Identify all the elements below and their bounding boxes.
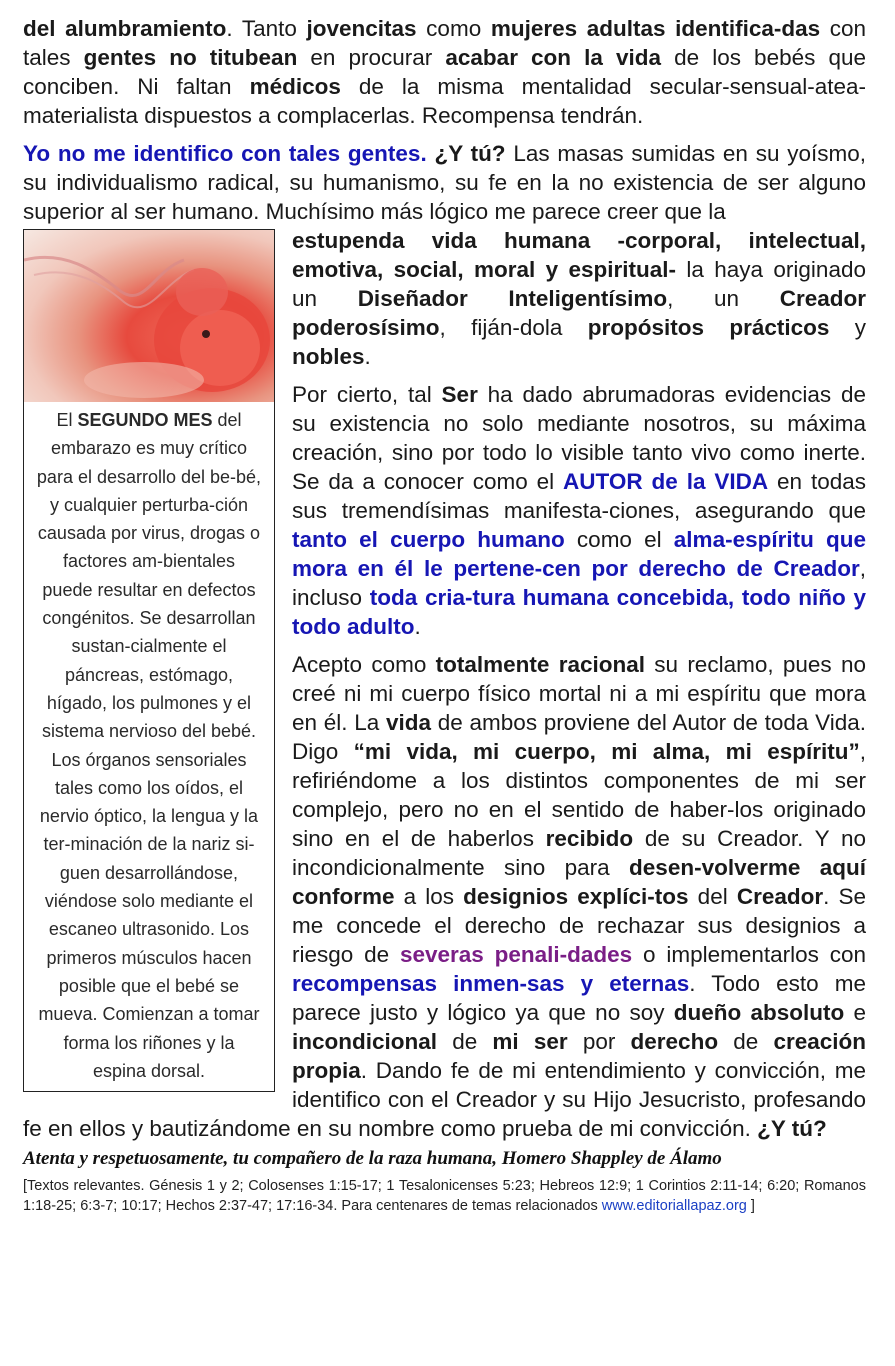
strong-text: del alumbramiento [23,16,227,41]
references: [Textos relevantes. Génesis 1 y 2; Colosenses 1:15-17; 1 Tesalonicenses 5:23; Hebreos 12:9; 1 Corintios 2:11-14; 6:20; Romanos 1:18-25; 6:3-7; 10:17; Hechos 2:37-47; 17:16-34. Para centenares de temas relacionados www.editoriallapaz.org ] [23,1178,866,1214]
strong-text: creación propia [292,1029,867,1083]
strong-text: mi ser [492,1029,568,1054]
strong-text: estupenda vida humana -corporal, intelectual, emotiva, social, moral y espiritual- [292,228,866,282]
strong-text: “mi vida, mi cuerpo, mi alma, mi espíritu” [353,739,860,764]
strong-text: totalmente racional [435,652,645,677]
paragraph-3: Por cierto, tal Ser ha dado abrumadoras evidencias de su existencia no solo mediante nosotros, su máxima creación, sino por todo lo visible tanto vivo como inerte. Se da a conocer como el AUTOR de la VIDA en todas sus tremendísimas manifesta-ciones, asegurando que tanto el cuerpo humano como el alma-espíritu que mora en él le pertene-cen por derecho de Creador, incluso toda cria-tura humana concebida, todo niño y todo adulto. [292,382,867,639]
strong-text: designios explíci-tos [463,884,689,909]
paragraph-2 [23,139,866,226]
blue-highlight: alma-espíritu que mora en él le pertene-cen por derecho de Creador [292,527,867,581]
strong-text: nobles [292,344,365,369]
paragraph-4: Acepto como totalmente racional su reclamo, pues no creé ni mi cuerpo físico mortal ni a mi espíritu que mora en él. La vida de ambos proviene del Autor de toda Vida. Digo “mi vida, mi cuerpo, mi alma, mi espíritu”, refiriéndome a los distintos componentes de mi ser complejo, pero no en el sentido de haber-los originado sino en el de haberlos recibido de su Creador. Y no incondicionalmente sino para desen-volverme aquí conforme a los designios explíci-tos del Creador. Se me concede el derecho de rechazar sus designios a riesgo de severas penali-dades o implementarlos con recompensas inmen-sas y eternas. Todo esto me parece justo y lógico ya que no soy dueño absoluto e incondicional de mi ser por derecho de creación propia. Dando fe de mi entendimiento y convicción, me identifico con el Creador y su Hijo Jesucristo, profesando fe en ellos y bautizándome en su nombre como prueba de mi convicción. ¿Y tú? [23,652,867,1141]
blue-highlight: AUTOR de la VIDA [563,469,769,494]
strong-text: acabar con la vida [445,45,661,70]
purple-highlight: severas penali-dades [399,942,633,967]
strong-question: ¿Y tú? [434,141,506,166]
embryo-figure [23,229,275,1092]
strong-text: jovencitas [306,16,417,41]
strong-text: vida [386,710,432,735]
strong-text: recibido [545,826,634,851]
strong-question: ¿Y tú? [757,1116,827,1141]
blue-highlight: tanto el cuerpo humano [292,527,565,552]
website-link[interactable]: www.editoriallapaz.org [601,1198,747,1214]
strong-text: médicos [249,74,341,99]
strong-text: incondicional [292,1029,438,1054]
strong-text: gentes no titubean [83,45,298,70]
strong-text: dueño absoluto [673,1000,845,1025]
signature: Atenta y respetuosamente, tu compañero de la raza humana, Homero Shappley de Álamo [23,1148,722,1169]
strong-text: mujeres adultas identifica-das [490,16,821,41]
paragraph-2-continued: estupenda vida humana -corporal, intelectual, emotiva, social, moral y espiritual- la haya originado un Diseñador Inteligentísimo, un Creador poderosísimo, fiján-dola propósitos prácticos y nobles. [292,228,867,369]
strong-text: Ser [441,382,478,407]
blue-highlight: toda cria-tura humana concebida, todo niño y todo adulto [292,585,866,639]
strong-text: propósitos prácticos [587,315,830,340]
strong-text: derecho [630,1029,719,1054]
blue-heading: Yo no me identifico con tales gentes. [23,141,427,166]
blue-highlight: recompensas inmen-sas y eternas [292,971,690,996]
strong-text: Creador [736,884,824,909]
text-run-before-figure: Las masas sumidas en su yoísmo, su individualismo radical, su humanismo, su fe en la no existencia de ser alguno superior al ser humano. Muchísimo más lógico me parece creer que la [23,141,867,224]
strong-text: desen-volverme aquí conforme [292,855,866,909]
paragraph-1: del alumbramiento. Tanto jovencitas como mujeres adultas identifica-das con tales gentes no titubean en procurar acabar con la vida de los bebés que conciben. Ni faltan médicos de la misma mentalidad secular-sensual-atea-materialista dispuestos a complacerlas. Recompensa tendrán. [23,16,867,128]
figure-caption: El SEGUNDO MES del embarazo es muy crítico para el desarrollo del be-bé, y cualquier perturba-ción causada por virus, drogas o factores am-bientales puede resultar en defectos congénitos. Se desarrollan sustan-cialmente el páncreas, estómago, hígado, los pulmones y el sistema nervioso del bebé. Los órganos sensoriales tales como los oídos, el nervio óptico, la lengua y la ter-minación de la nariz si-guen desarrollándose, viéndose solo mediante el escaneo ultrasonido. Los primeros músculos hacen posible que el bebé se mueva. Comienzan a tomar forma los riñones y la espina dorsal. [36,410,262,1081]
strong-text: Creador poderosísimo [292,286,867,340]
document-page [23,14,866,1216]
embryo-photo [24,230,274,402]
embryo-illustration [24,230,274,402]
strong-text: Diseñador Inteligentísimo [357,286,668,311]
